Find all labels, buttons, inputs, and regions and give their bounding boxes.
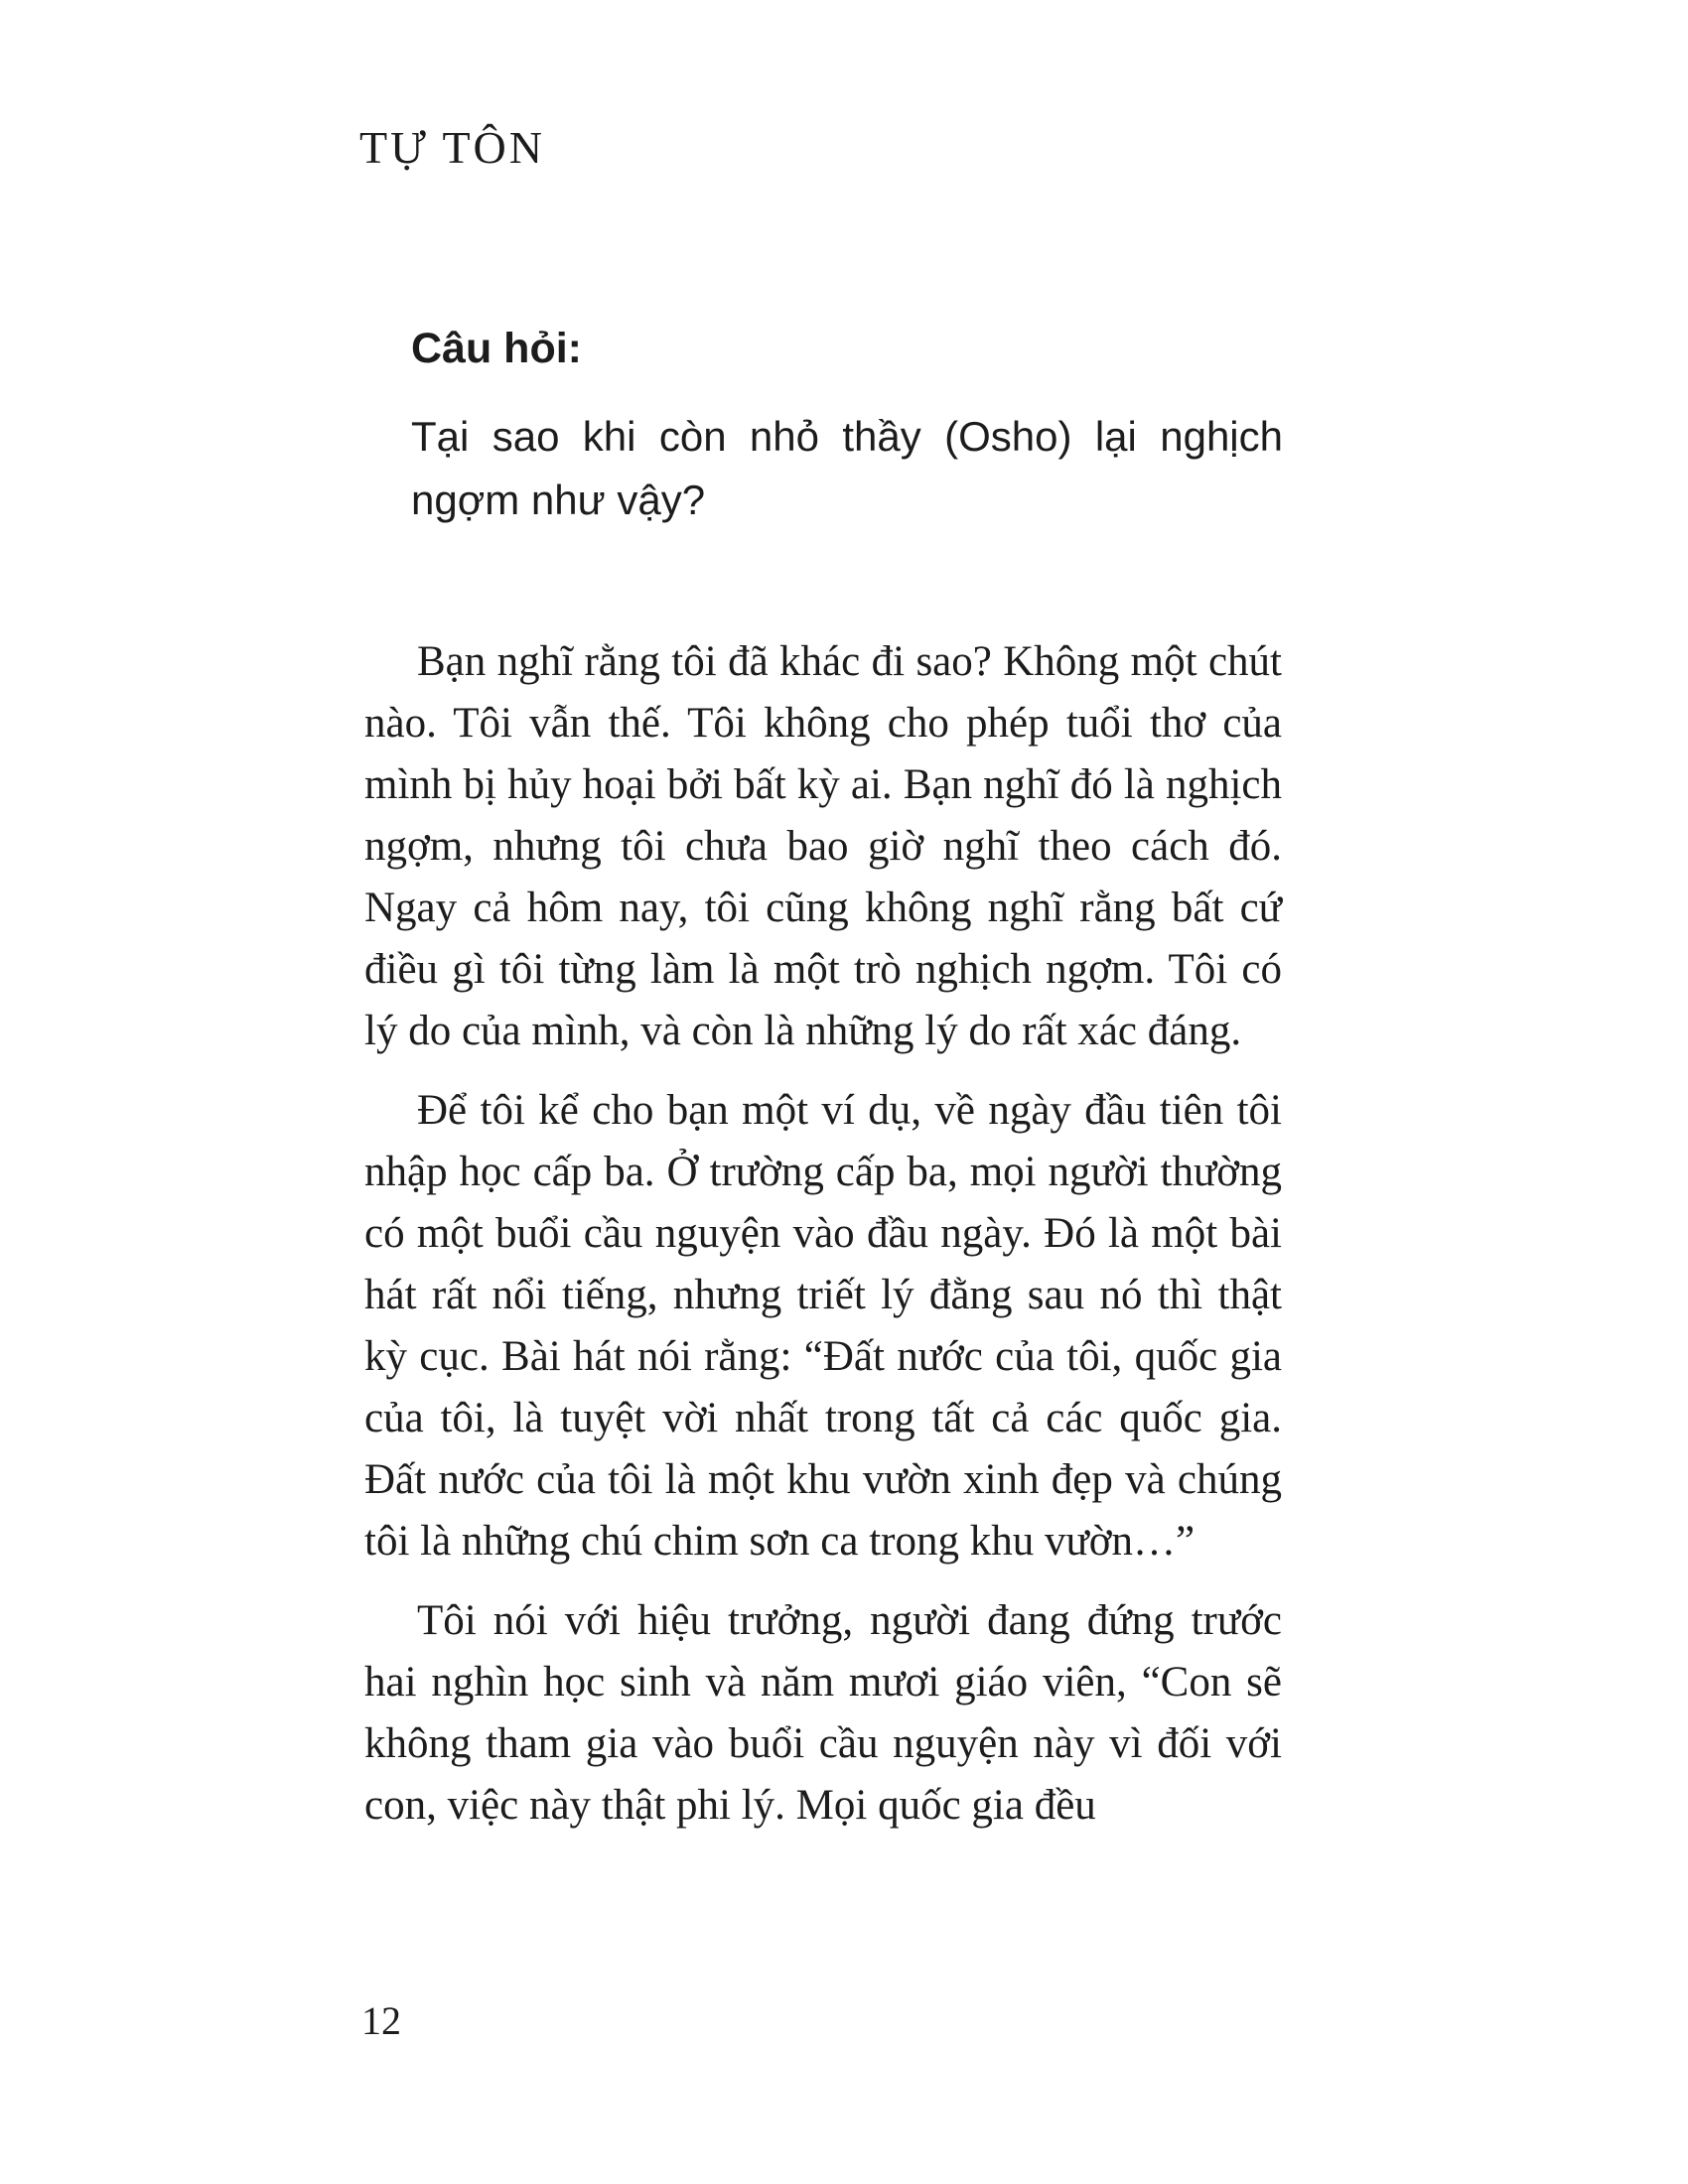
body-paragraph: Bạn nghĩ rằng tôi đã khác đi sao? Không một chút nào. Tôi vẫn thế. Tôi không cho phép tuổi thơ của mình bị hủy hoại bởi bất kỳ ai. Bạn nghĩ đó là nghịch ngợm, nhưng tôi chưa bao giờ nghĩ theo cách đó. Ngay cả hôm nay, tôi cũng không nghĩ rằng bất cứ điều gì tôi từng làm là một trò nghịch ngợm. Tôi có lý do của mình, và còn là những lý do rất xác đáng. (364, 638, 1282, 1054)
body-paragraph: Tôi nói với hiệu trưởng, người đang đứng trước hai nghìn học sinh và năm mươi giáo viên, “Con sẽ không tham gia vào buổi cầu nguyện này vì đối với con, việc này thật phi lý. Mọi quốc gia đều (364, 1597, 1282, 1829)
question-text: Tại sao khi còn nhỏ thầy (Osho) lại nghịch ngợm như vậy? (411, 413, 1283, 523)
body-text (364, 631, 1282, 1854)
body-paragraph: Để tôi kể cho bạn một ví dụ, về ngày đầu tiên tôi nhập học cấp ba. Ở trường cấp ba, mọi người thường có một buổi cầu nguyện vào đầu ngày. Đó là một bài hát rất nổi tiếng, nhưng triết lý đằng sau nó thì thật kỳ cục. Bài hát nói rằng: “Đất nước của tôi, quốc gia của tôi, là tuyệt vời nhất trong tất cả các quốc gia. Đất nước của tôi là một khu vườn xinh đẹp và chúng tôi là những chú chim sơn ca trong khu vườn…” (364, 1087, 1282, 1565)
running-header: TỰ TÔN (359, 122, 545, 173)
question-block (411, 324, 1283, 532)
page-number: 12 (361, 1998, 401, 2043)
question-label: Câu hỏi: (411, 325, 582, 372)
